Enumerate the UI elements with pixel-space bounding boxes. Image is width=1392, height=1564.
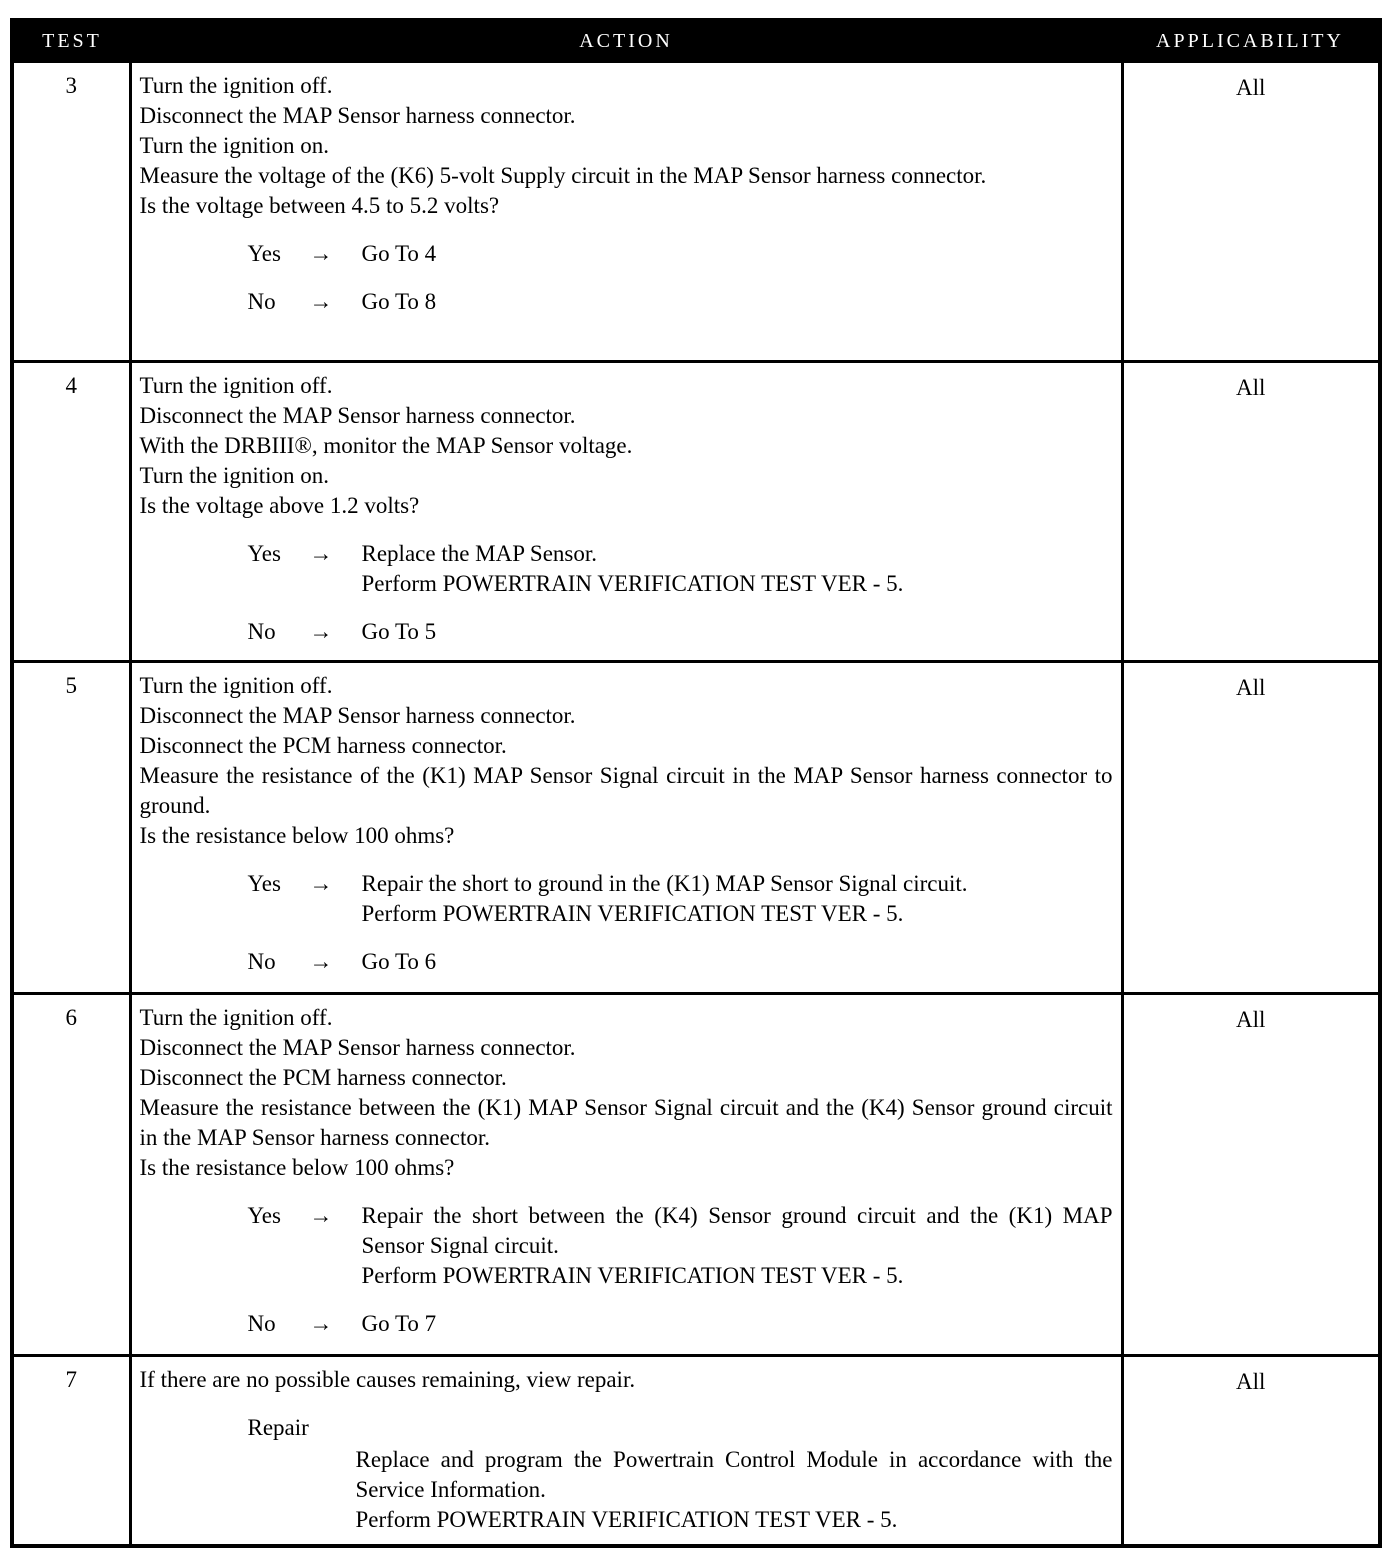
repair-line: Replace and program the Powertrain Control Module in accordance with the Service Information. xyxy=(355,1447,1113,1502)
response-line: Go To 5 xyxy=(361,619,437,644)
yes-label: Yes xyxy=(247,871,281,896)
right-arrow-icon: → xyxy=(309,619,333,644)
yes-branch-content xyxy=(248,869,1113,929)
no-label: No xyxy=(247,949,276,974)
action-step: Is the resistance below 100 ohms? xyxy=(139,1155,455,1180)
no-branch-content xyxy=(248,287,1113,317)
response-line: Perform POWERTRAIN VERIFICATION TEST VER - 5. xyxy=(361,1263,904,1288)
action-step: If there are no possible causes remaining, view repair. xyxy=(139,1367,636,1392)
yes-branch-content xyxy=(248,239,1113,269)
yes-branch-content xyxy=(248,539,1113,599)
right-arrow-icon: → xyxy=(309,289,333,314)
response-line: Go To 7 xyxy=(361,1311,437,1336)
yes-response xyxy=(362,239,1113,269)
table-header-row xyxy=(12,20,1380,62)
action-step: Is the voltage between 4.5 to 5.2 volts? xyxy=(139,193,500,218)
right-arrow-icon: → xyxy=(309,241,333,266)
action-step: Turn the ignition off. xyxy=(139,673,333,698)
header-applicability: APPLICABILITY xyxy=(1122,20,1380,62)
action-step: Measure the resistance of the (K1) MAP Sensor Signal circuit in the MAP Sensor harness connector to ground. xyxy=(139,763,1113,818)
action-step: Disconnect the MAP Sensor harness connector. xyxy=(139,703,576,728)
no-response xyxy=(362,617,1113,647)
header-action: ACTION xyxy=(130,20,1122,62)
table-row xyxy=(12,62,1380,362)
response-line: Replace the MAP Sensor. xyxy=(361,541,598,566)
table-row xyxy=(12,662,1380,994)
no-branch xyxy=(140,947,1113,977)
action-step: Is the voltage above 1.2 volts? xyxy=(139,493,420,518)
response-line: Perform POWERTRAIN VERIFICATION TEST VER - 5. xyxy=(361,571,904,596)
action-step: Turn the ignition on. xyxy=(139,133,330,158)
table-body xyxy=(12,62,1380,1546)
no-response xyxy=(362,1309,1113,1339)
repair-label: Repair xyxy=(247,1415,309,1440)
yes-branch xyxy=(140,239,1113,269)
right-arrow-icon: → xyxy=(309,1311,333,1336)
yes-branch-content xyxy=(248,1201,1113,1291)
branch-indent xyxy=(140,617,248,647)
yes-response xyxy=(362,869,1113,929)
action-cell xyxy=(130,62,1122,362)
action-cell xyxy=(130,1356,1122,1546)
right-arrow-icon: → xyxy=(309,541,333,566)
no-branch xyxy=(140,617,1113,647)
no-branch-content xyxy=(248,947,1113,977)
action-step: Disconnect the PCM harness connector. xyxy=(139,1065,507,1090)
yes-label: Yes xyxy=(247,541,281,566)
action-step: With the DRBIII®, monitor the MAP Sensor voltage. xyxy=(139,433,633,458)
yes-response xyxy=(362,539,1113,599)
right-arrow-icon: → xyxy=(309,871,333,896)
no-branch xyxy=(140,1309,1113,1339)
response-line: Go To 6 xyxy=(361,949,437,974)
applicability-value: All xyxy=(1122,62,1380,362)
branch-indent xyxy=(140,239,248,269)
test-number: 4 xyxy=(12,362,130,662)
action-cell xyxy=(130,994,1122,1356)
action-step: Disconnect the MAP Sensor harness connector. xyxy=(139,403,576,428)
branch-indent xyxy=(140,947,248,977)
branch-indent xyxy=(140,539,248,599)
no-response xyxy=(362,947,1113,977)
applicability-value: All xyxy=(1122,662,1380,994)
action-step: Disconnect the MAP Sensor harness connector. xyxy=(139,103,576,128)
response-line: Go To 8 xyxy=(361,289,437,314)
action-step: Turn the ignition on. xyxy=(139,463,330,488)
no-label: No xyxy=(247,1311,276,1336)
branch-indent xyxy=(140,1309,248,1339)
yes-label: Yes xyxy=(247,1203,281,1228)
branch-indent xyxy=(140,869,248,929)
yes-response xyxy=(362,1201,1113,1291)
action-step: Turn the ignition off. xyxy=(139,1005,333,1030)
diagnostic-table xyxy=(10,18,1382,1548)
yes-branch xyxy=(140,1201,1113,1291)
response-line: Repair the short to ground in the (K1) MAP Sensor Signal circuit. xyxy=(361,871,968,896)
no-branch-content xyxy=(248,617,1113,647)
applicability-value: All xyxy=(1122,1356,1380,1546)
test-number: 7 xyxy=(12,1356,130,1546)
right-arrow-icon: → xyxy=(309,1203,333,1228)
diagnostic-page xyxy=(10,18,1378,1548)
test-number: 3 xyxy=(12,62,130,362)
response-line: Go To 4 xyxy=(361,241,437,266)
action-step: Turn the ignition off. xyxy=(139,373,333,398)
test-number: 5 xyxy=(12,662,130,994)
action-step: Disconnect the PCM harness connector. xyxy=(139,733,507,758)
repair-instructions xyxy=(140,1445,1113,1535)
no-label: No xyxy=(247,619,276,644)
applicability-value: All xyxy=(1122,994,1380,1356)
no-response xyxy=(362,287,1113,317)
no-branch-content xyxy=(248,1309,1113,1339)
response-line: Repair the short between the (K4) Sensor ground circuit and the (K1) MAP Sensor Signal circuit. xyxy=(361,1203,1113,1258)
action-cell xyxy=(130,362,1122,662)
table-row xyxy=(12,1356,1380,1546)
applicability-value: All xyxy=(1122,362,1380,662)
yes-branch xyxy=(140,869,1113,929)
action-step: Measure the resistance between the (K1) MAP Sensor Signal circuit and the (K4) Sensor ground circuit in the MAP Sensor harness connector. xyxy=(139,1095,1113,1150)
right-arrow-icon: → xyxy=(309,949,333,974)
action-step: Measure the voltage of the (K6) 5-volt Supply circuit in the MAP Sensor harness connector. xyxy=(139,163,987,188)
response-line: Perform POWERTRAIN VERIFICATION TEST VER - 5. xyxy=(361,901,904,926)
no-label: No xyxy=(247,289,276,314)
header-test: TEST xyxy=(12,20,130,62)
yes-label: Yes xyxy=(247,241,281,266)
action-cell xyxy=(130,662,1122,994)
no-branch xyxy=(140,287,1113,317)
repair-line: Perform POWERTRAIN VERIFICATION TEST VER - 5. xyxy=(355,1507,898,1532)
action-step: Is the resistance below 100 ohms? xyxy=(139,823,455,848)
action-step: Turn the ignition off. xyxy=(139,73,333,98)
branch-indent xyxy=(140,287,248,317)
test-number: 6 xyxy=(12,994,130,1356)
table-row xyxy=(12,994,1380,1356)
table-row xyxy=(12,362,1380,662)
action-step: Disconnect the MAP Sensor harness connector. xyxy=(139,1035,576,1060)
yes-branch xyxy=(140,539,1113,599)
branch-indent xyxy=(140,1201,248,1291)
